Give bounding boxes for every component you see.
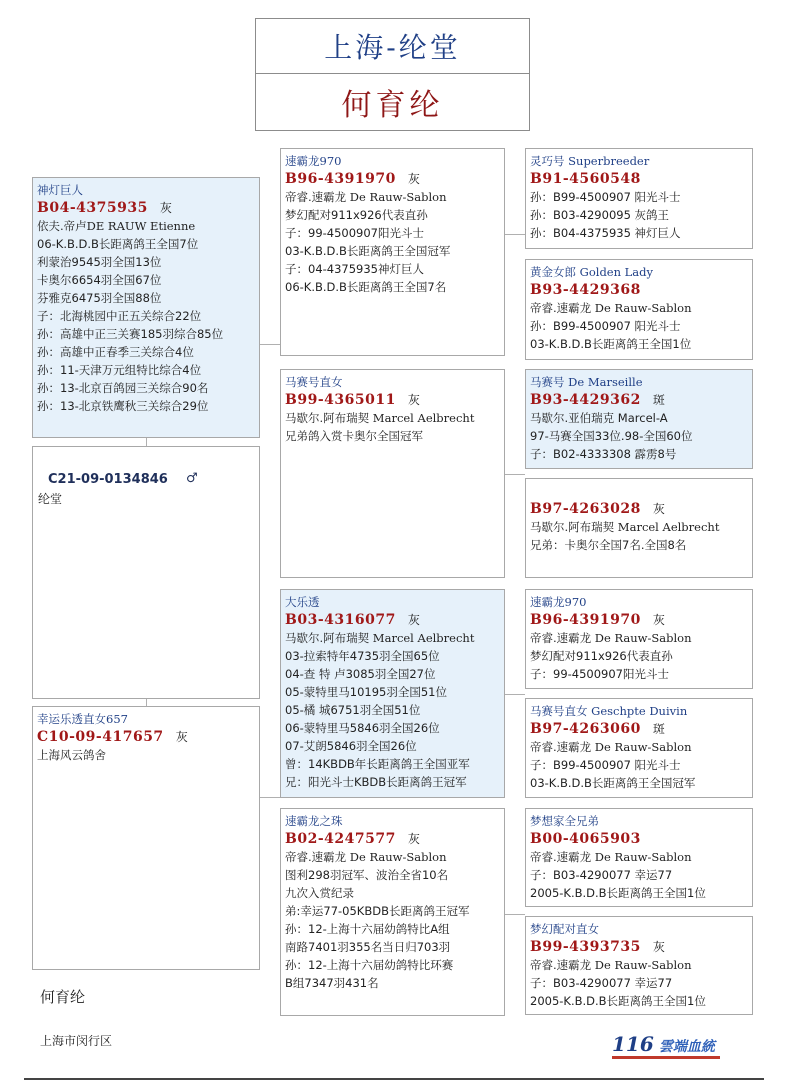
info-line: 依夫.帝卢DE RAUW Etienne — [37, 219, 196, 233]
color: 斑 — [652, 722, 665, 736]
info-line: 上海风云鸽舍 — [37, 748, 106, 762]
pigeon-name: 马赛号直女 Geschpte Duivin — [530, 704, 688, 718]
dam-dam-sire-card — [525, 808, 753, 907]
info-line: 04-查 特 卢3085羽全国27位 — [285, 667, 436, 681]
sire-card — [32, 177, 260, 438]
info-line: 07-艾朗5846羽全国26位 — [285, 739, 417, 753]
info-line: 帝睿.速霸龙 De Rauw-Sablon — [530, 631, 692, 645]
info-line: B组7347羽431名 — [285, 976, 379, 990]
info-line: 孙：高雄中正三关赛185羽综合85位 — [37, 327, 224, 341]
connector-line — [504, 914, 525, 915]
color: 灰 — [407, 613, 420, 627]
info-line: 子：B99-4500907 阳光斗士 — [530, 758, 681, 772]
color: 灰 — [407, 393, 420, 407]
info-line: 马歇尔.亚伯瑞克 Marcel-A — [530, 411, 668, 425]
sire-sire-sire-card — [525, 148, 753, 249]
pigeon-name: 梦幻配对直女 — [530, 922, 599, 936]
connector-line — [259, 344, 280, 345]
info-line: 05-橘 城6751羽全国51位 — [285, 703, 421, 717]
info-line: 子：99-4500907阳光斗士 — [285, 226, 424, 240]
info-line: 兄弟：卡奥尔全国7名.全国8名 — [530, 538, 687, 552]
subject-ring-number: C21-09-0134846 — [48, 472, 168, 487]
ring-number: C10-09-417657 — [37, 729, 164, 745]
logo-number: 116 — [612, 1032, 654, 1056]
breeder-address: 上海市闵行区 — [40, 1034, 113, 1048]
info-line: 06-蒙特里马5846羽全国26位 — [285, 721, 440, 735]
dam-sire-sire-card — [525, 589, 753, 689]
info-line: 兄弟鸽入赏卡奥尔全国冠军 — [285, 429, 423, 443]
info-line: 马歇尔.阿布瑞契 Marcel Aelbrecht — [285, 411, 475, 425]
info-line: 子：B02-4333308 霹雳8号 — [530, 447, 677, 461]
sire-sire-dam-card — [525, 259, 753, 360]
info-line: 孙：12-上海十六届幼鸽特比环赛 — [285, 958, 454, 972]
pigeon-name: 幸运乐透直女657 — [37, 712, 128, 726]
ring-number: B96-4391970 — [530, 612, 641, 628]
info-line: 子：B03-4290077 幸运77 — [530, 976, 673, 990]
ring-number: B99-4365011 — [285, 392, 396, 408]
info-line: 孙：13-北京百鸽园三关综合90名 — [37, 381, 209, 395]
sire-dam-card — [280, 369, 505, 578]
info-line: 曾：14KBDB年长距离鸽王全国亚军 — [285, 757, 470, 771]
info-line: 帝睿.速霸龙 De Rauw-Sablon — [530, 850, 692, 864]
logo-underline — [612, 1056, 720, 1059]
ring-number: B91-4560548 — [530, 171, 641, 187]
pigeon-name: 梦想家全兄弟 — [530, 814, 599, 828]
ring-number: B02-4247577 — [285, 831, 396, 847]
info-line: 03-拉索特年4735羽全国65位 — [285, 649, 440, 663]
pigeon-name: 马赛号 De Marseille — [530, 375, 643, 389]
color: 灰 — [159, 201, 172, 215]
info-line: 孙：13-北京铁鹰秋三关综合29位 — [37, 399, 209, 413]
dam-dam-dam-card — [525, 916, 753, 1015]
info-line: 帝睿.速霸龙 De Rauw-Sablon — [530, 958, 692, 972]
connector-line — [504, 694, 525, 695]
ring-number: B97-4263060 — [530, 721, 641, 737]
info-line: 马歇尔.阿布瑞契 Marcel Aelbrecht — [285, 631, 475, 645]
connector-line — [146, 698, 147, 706]
ring-number: B00-4065903 — [530, 831, 641, 847]
connector-line — [504, 474, 525, 475]
pigeon-name: 大乐透 — [285, 595, 320, 609]
ring-number: B93-4429368 — [530, 282, 641, 298]
info-line: 孙：B04-4375935 神灯巨人 — [530, 226, 681, 240]
pigeon-name: 马赛号直女 — [285, 375, 343, 389]
sire-sire-card — [280, 148, 505, 356]
connector-line — [259, 797, 280, 798]
info-line: 06-K.B.D.B长距离鸽王全国7名 — [285, 280, 447, 294]
pigeon-name: 速霸龙之珠 — [285, 814, 343, 828]
breeder-name: 何育纶 — [40, 988, 86, 1006]
info-line: 梦幻配对911x926代表直孙 — [530, 649, 673, 663]
info-line: 孙：高雄中正春季三关综合4位 — [37, 345, 194, 359]
info-line: 06-K.B.D.B长距离鸽王全国7位 — [37, 237, 199, 251]
info-line: 梦幻配对911x926代表直孙 — [285, 208, 428, 222]
info-line: 孙：12-上海十六届幼鸽特比A组 — [285, 922, 450, 936]
info-line: 子：99-4500907阳光斗士 — [530, 667, 669, 681]
info-line: 2005-K.B.D.B长距离鸽王全国1位 — [530, 886, 706, 900]
dam-card — [32, 706, 260, 970]
info-line: 兄：阳光斗士KBDB长距离鸽王冠军 — [285, 775, 467, 789]
info-line: 九次入赏纪录 — [285, 886, 354, 900]
info-line: 2005-K.B.D.B长距离鸽王全国1位 — [530, 994, 706, 1008]
info-line: 03-K.B.D.B长距离鸽王全国冠军 — [530, 776, 696, 790]
sire-dam-dam-card — [525, 478, 753, 578]
info-line: 孙：11-天津万元组特比综合4位 — [37, 363, 202, 377]
info-line: 97-马赛全国33位.98-全国60位 — [530, 429, 693, 443]
color: 灰 — [407, 832, 420, 846]
info-line: 图利298羽冠军、波治全省10名 — [285, 868, 449, 882]
pigeon-name: 速霸龙970 — [285, 154, 342, 168]
logo-text: 雲端血統 — [658, 1039, 715, 1055]
info-line: 帝睿.速霸龙 De Rauw-Sablon — [285, 850, 447, 864]
ring-number: B96-4391970 — [285, 171, 396, 187]
color: 灰 — [652, 940, 665, 954]
pigeon-name — [530, 482, 748, 500]
info-line: 子：B03-4290077 幸运77 — [530, 868, 673, 882]
sire-dam-sire-card — [525, 369, 753, 469]
subject-loft: 纶堂 — [38, 492, 63, 506]
dam-dam-card — [280, 808, 505, 1016]
info-line: 芬雅克6475羽全国88位 — [37, 291, 162, 305]
bottom-divider — [24, 1078, 764, 1080]
info-line: 马歇尔.阿布瑞契 Marcel Aelbrecht — [530, 520, 720, 534]
color: 斑 — [652, 393, 665, 407]
ring-number: B93-4429362 — [530, 392, 641, 408]
info-line: 帝睿.速霸龙 De Rauw-Sablon — [530, 301, 692, 315]
pigeon-name: 神灯巨人 — [37, 183, 83, 197]
dam-sire-card — [280, 589, 505, 798]
pigeon-name: 灵巧号 Superbreeder — [530, 154, 650, 168]
info-line: 孙：B99-4500907 阳光斗士 — [530, 319, 681, 333]
male-sex-icon: ♂ — [186, 471, 198, 486]
info-line: 03-K.B.D.B长距离鸽王全国冠军 — [285, 244, 451, 258]
ring-number: B03-4316077 — [285, 612, 396, 628]
pigeon-name: 黄金女郎 Golden Lady — [530, 265, 654, 279]
ring-number: B97-4263028 — [530, 501, 641, 517]
info-line: 帝睿.速霸龙 De Rauw-Sablon — [530, 740, 692, 754]
ring-number: B04-4375935 — [37, 200, 148, 216]
info-line: 帝睿.速霸龙 De Rauw-Sablon — [285, 190, 447, 204]
pigeon-name: 速霸龙970 — [530, 595, 587, 609]
info-line: 子：北海桃园中正五关综合22位 — [37, 309, 202, 323]
ring-number: B99-4393735 — [530, 939, 641, 955]
owner-name-title: 何育纶 — [255, 73, 530, 131]
info-line: 孙：B99-4500907 阳光斗士 — [530, 190, 681, 204]
info-line: 03-K.B.D.B长距离鸽王全国1位 — [530, 337, 692, 351]
color: 灰 — [407, 172, 420, 186]
color: 灰 — [652, 613, 665, 627]
dam-sire-dam-card — [525, 698, 753, 798]
loft-title: 上海-纶堂 — [255, 18, 530, 74]
info-line: 卡奥尔6654羽全国67位 — [37, 273, 162, 287]
info-line: 南路7401羽355名当日归703羽 — [285, 940, 451, 954]
color: 灰 — [175, 730, 188, 744]
info-line: 子：04-4375935神灯巨人 — [285, 262, 424, 276]
info-line: 孙：B03-4290095 灰鸽王 — [530, 208, 670, 222]
brand-logo — [612, 1032, 715, 1056]
color: 灰 — [652, 502, 665, 516]
info-line: 弟:幸运77-05KBDB长距离鸽王冠军 — [285, 904, 470, 918]
info-line: 利蒙治9545羽全国13位 — [37, 255, 162, 269]
connector-line — [504, 234, 525, 235]
info-line: 05-蒙特里马10195羽全国51位 — [285, 685, 447, 699]
